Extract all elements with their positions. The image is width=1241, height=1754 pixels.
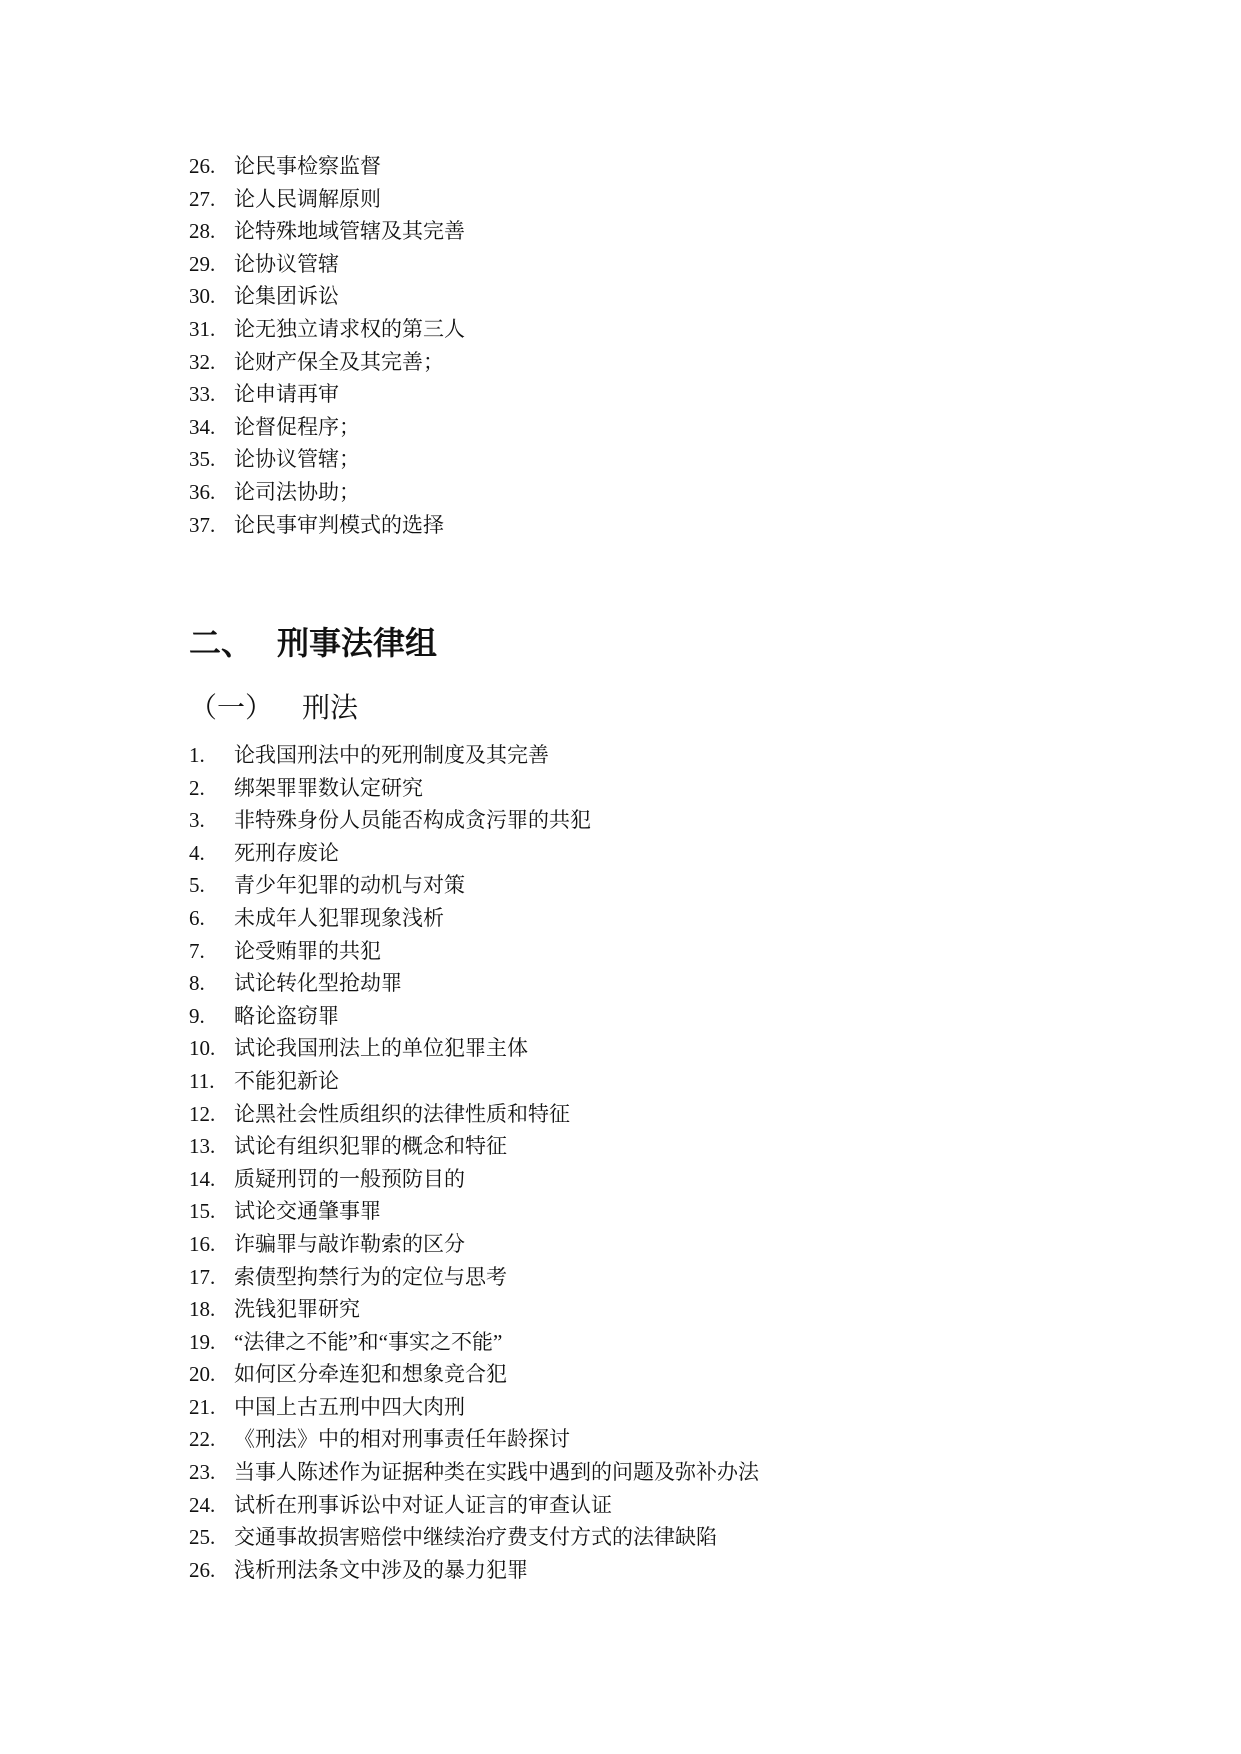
- list-item-number: 26.: [189, 1557, 216, 1582]
- list-item-text: 试论转化型抢劫罪: [234, 971, 402, 996]
- list-item-number: 5.: [189, 873, 205, 898]
- list-item-number: 16.: [189, 1231, 216, 1256]
- list-item-number: 28.: [189, 219, 216, 244]
- list-item-text: 中国上古五刑中四大肉刑: [234, 1394, 465, 1419]
- list-item: [189, 804, 1089, 837]
- list-item: [189, 1098, 1089, 1131]
- list-item: [189, 1130, 1089, 1163]
- list-item: [189, 1000, 1089, 1033]
- list-item-text: 青少年犯罪的动机与对策: [234, 873, 465, 898]
- list-item-number: 30.: [189, 284, 216, 309]
- list-item: [189, 1391, 1089, 1424]
- list-item: [189, 837, 1089, 870]
- list-item-number: 18.: [189, 1297, 216, 1322]
- list-item-text: 论人民调解原则: [234, 186, 381, 211]
- list-item-text: 不能犯新论: [234, 1068, 339, 1093]
- list-item-number: 4.: [189, 840, 205, 865]
- list-item: [189, 280, 1089, 313]
- list-item-text: 未成年人犯罪现象浅析: [234, 905, 444, 930]
- list-item: [189, 1489, 1089, 1522]
- list-item: [189, 1293, 1089, 1326]
- list-item-text: 试析在刑事诉讼中对证人证言的审查认证: [234, 1492, 612, 1517]
- list-item-text: 论无独立请求权的第三人: [234, 316, 465, 341]
- list-item: [189, 476, 1089, 509]
- list-item-number: 11.: [189, 1068, 215, 1093]
- list-item-number: 15.: [189, 1199, 216, 1224]
- list-item-number: 35.: [189, 447, 216, 472]
- list-item: [189, 1261, 1089, 1294]
- list-item: [189, 346, 1089, 379]
- list-item-number: 13.: [189, 1134, 216, 1159]
- topic-list-criminal-law: [189, 739, 1089, 1586]
- list-item-text: 洗钱犯罪研究: [234, 1297, 360, 1322]
- list-item: [189, 443, 1089, 476]
- list-item-text: 论申请再审: [234, 382, 339, 407]
- list-item-text: 论我国刑法中的死刑制度及其完善: [234, 743, 549, 767]
- list-item: [189, 1521, 1089, 1554]
- list-item-number: 6.: [189, 905, 205, 930]
- list-item-text: 质疑刑罚的一般预防目的: [234, 1166, 465, 1191]
- list-item: [189, 1032, 1089, 1065]
- list-item: [189, 215, 1089, 248]
- list-item-text: 论民事审判模式的选择: [234, 512, 444, 537]
- list-item-text: 非特殊身份人员能否构成贪污罪的共犯: [234, 808, 591, 833]
- list-item-number: 32.: [189, 349, 216, 374]
- section-title: 刑事法律组: [277, 624, 438, 662]
- list-item: [189, 313, 1089, 346]
- list-item-text: 《刑法》中的相对刑事责任年龄探讨: [234, 1427, 570, 1452]
- list-item: [189, 935, 1089, 968]
- list-item-text: 论民事检察监督: [234, 154, 381, 178]
- list-item: [189, 1065, 1089, 1098]
- subsection-title: 刑法: [302, 691, 359, 724]
- list-item-text: 当事人陈述作为证据种类在实践中遇到的问题及弥补办法: [234, 1460, 759, 1485]
- section-heading: [189, 622, 437, 664]
- list-item: [189, 1456, 1089, 1489]
- list-item-number: 22.: [189, 1427, 216, 1452]
- list-item: [189, 1228, 1089, 1261]
- list-item: [189, 378, 1089, 411]
- subsection-heading: [189, 689, 358, 727]
- list-item-number: 10.: [189, 1036, 216, 1061]
- list-item: [189, 1358, 1089, 1391]
- list-item: [189, 1554, 1089, 1587]
- list-item-text: 试论有组织犯罪的概念和特征: [234, 1134, 507, 1159]
- list-item-number: 29.: [189, 251, 216, 276]
- list-item-number: 20.: [189, 1362, 216, 1387]
- list-item-number: 34.: [189, 414, 216, 439]
- list-item-number: 26.: [189, 154, 216, 178]
- list-item-text: 如何区分牵连犯和想象竞合犯: [234, 1362, 507, 1387]
- list-item-number: 21.: [189, 1394, 216, 1419]
- list-item-number: 3.: [189, 808, 205, 833]
- list-item-text: 论督促程序；: [234, 414, 360, 439]
- list-item-text: 绑架罪罪数认定研究: [234, 775, 423, 800]
- list-item-text: 交通事故损害赔偿中继续治疗费支付方式的法律缺陷: [234, 1525, 717, 1550]
- list-item: [189, 902, 1089, 935]
- list-item: [189, 1326, 1089, 1359]
- list-item-text: “法律之不能”和“事实之不能”: [234, 1329, 503, 1354]
- list-item-number: 25.: [189, 1525, 216, 1550]
- list-item-text: 论协议管辖；: [234, 447, 360, 472]
- list-item-text: 略论盗窃罪: [234, 1003, 339, 1028]
- list-item-text: 论司法协助；: [234, 479, 360, 504]
- list-item: [189, 183, 1089, 216]
- list-item: [189, 248, 1089, 281]
- list-item-text: 诈骗罪与敲诈勒索的区分: [234, 1231, 465, 1256]
- list-item: [189, 411, 1089, 444]
- topic-list-continued: [189, 150, 1089, 541]
- list-item: [189, 967, 1089, 1000]
- list-item-text: 死刑存废论: [234, 840, 339, 865]
- list-item-number: 9.: [189, 1003, 205, 1028]
- list-item-text: 论协议管辖: [234, 251, 339, 276]
- list-item-number: 24.: [189, 1492, 216, 1517]
- list-item-number: 36.: [189, 479, 216, 504]
- list-item-number: 37.: [189, 512, 216, 537]
- list-item-number: 1.: [189, 743, 205, 767]
- list-item: [189, 1195, 1089, 1228]
- list-item: [189, 150, 1089, 183]
- list-item-number: 31.: [189, 316, 216, 341]
- list-item-text: 论特殊地域管辖及其完善: [234, 219, 465, 244]
- list-item-number: 17.: [189, 1264, 216, 1289]
- section-number: 二、: [189, 624, 254, 662]
- list-item: [189, 869, 1089, 902]
- list-item-number: 14.: [189, 1166, 216, 1191]
- list-item: [189, 1423, 1089, 1456]
- list-item-number: 23.: [189, 1460, 216, 1485]
- list-item: [189, 772, 1089, 805]
- list-item-number: 19.: [189, 1329, 216, 1354]
- list-item: [189, 739, 1089, 772]
- list-item-text: 论受贿罪的共犯: [234, 938, 381, 963]
- list-item-text: 索债型拘禁行为的定位与思考: [234, 1264, 507, 1289]
- list-item: [189, 509, 1089, 542]
- list-item-text: 论集团诉讼: [234, 284, 339, 309]
- list-item-text: 试论交通肇事罪: [234, 1199, 381, 1224]
- list-item-text: 浅析刑法条文中涉及的暴力犯罪: [234, 1557, 528, 1582]
- list-item-number: 7.: [189, 938, 205, 963]
- list-item-number: 33.: [189, 382, 216, 407]
- list-item-number: 2.: [189, 775, 205, 800]
- list-item-text: 论财产保全及其完善；: [234, 349, 444, 374]
- list-item-number: 8.: [189, 971, 205, 996]
- list-item-number: 12.: [189, 1101, 216, 1126]
- subsection-number: （一）: [189, 691, 274, 724]
- list-item-text: 试论我国刑法上的单位犯罪主体: [234, 1036, 528, 1061]
- list-item: [189, 1163, 1089, 1196]
- list-item-number: 27.: [189, 186, 216, 211]
- list-item-text: 论黑社会性质组织的法律性质和特征: [234, 1101, 570, 1126]
